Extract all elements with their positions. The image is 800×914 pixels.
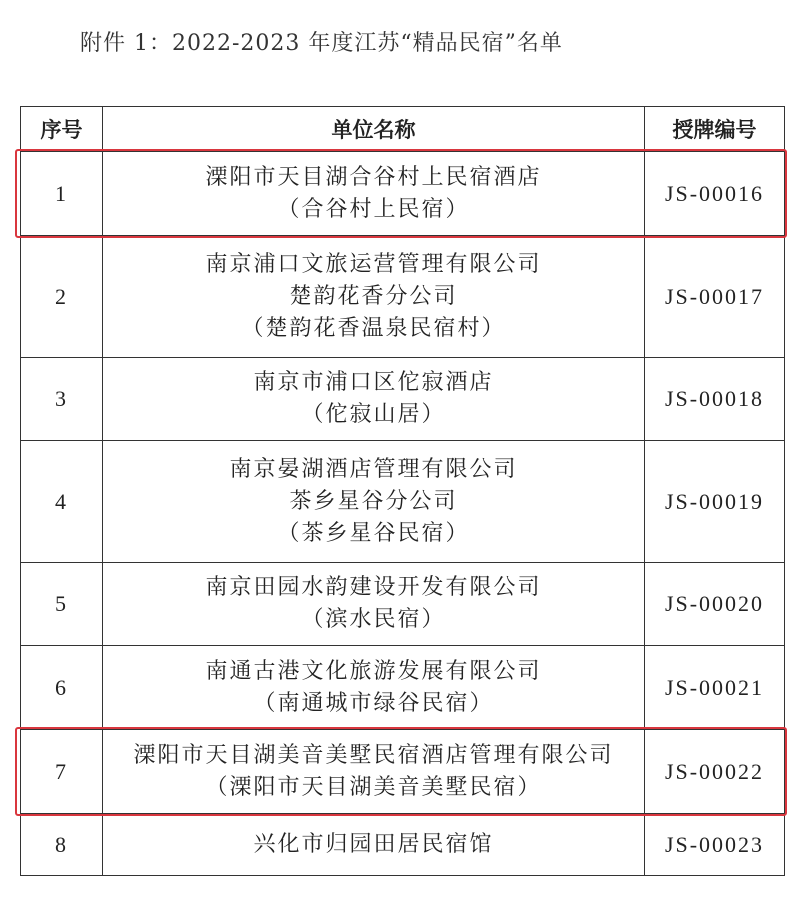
unit-name-line: 溧阳市天目湖美音美墅民宿酒店管理有限公司 <box>133 742 614 768</box>
row-unit-name <box>103 730 645 814</box>
header-unit-name: 单位名称 <box>103 107 645 152</box>
row-license-code: JS-00022 <box>645 730 785 814</box>
header-license-code: 授牌编号 <box>645 107 785 152</box>
row-license-code: JS-00023 <box>645 814 785 876</box>
header-serial-number: 序号 <box>21 107 103 152</box>
table-row <box>21 730 785 814</box>
row-unit-name <box>103 441 645 563</box>
row-serial-number: 6 <box>21 646 103 730</box>
row-serial-number: 5 <box>21 563 103 646</box>
unit-name-line: （佗寂山居） <box>301 402 446 427</box>
row-serial-number: 7 <box>21 730 103 814</box>
table-row <box>21 236 785 358</box>
row-unit-name <box>103 152 645 236</box>
unit-name-line: （楚韵花香温泉民宿村） <box>241 315 506 341</box>
row-license-code: JS-00019 <box>645 441 785 563</box>
unit-name-line: 南京浦口文旅运营管理有限公司 <box>205 251 542 277</box>
table-row <box>21 441 785 563</box>
table-row <box>21 358 785 441</box>
row-license-code: JS-00016 <box>645 152 785 236</box>
unit-name-line: 楚韵花香分公司 <box>289 283 458 309</box>
row-serial-number: 1 <box>21 152 103 236</box>
unit-name-line: （南通城市绿谷民宿） <box>253 690 494 716</box>
unit-name-line: 兴化市归园田居民宿馆 <box>253 831 494 857</box>
document-title: 附件 1：2022-2023 年度江苏“精品民宿”名单 <box>80 31 563 56</box>
row-unit-name <box>103 358 645 441</box>
unit-name-line: （合谷村上民宿） <box>277 196 470 222</box>
unit-name-line: 南京田园水韵建设开发有限公司 <box>205 575 542 600</box>
unit-name-line: （茶乡星谷民宿） <box>277 520 470 546</box>
row-license-code: JS-00017 <box>645 236 785 358</box>
unit-name-line: 南京市浦口区佗寂酒店 <box>253 370 494 395</box>
table-header-row <box>21 107 785 152</box>
homestay-list-table <box>20 106 785 876</box>
table-row <box>21 646 785 730</box>
row-license-code: JS-00021 <box>645 646 785 730</box>
row-unit-name <box>103 646 645 730</box>
row-license-code: JS-00020 <box>645 563 785 646</box>
unit-name-line: 南京晏湖酒店管理有限公司 <box>229 456 518 482</box>
row-serial-number: 8 <box>21 814 103 876</box>
unit-name-line: 茶乡星谷分公司 <box>289 488 458 514</box>
unit-name-line: 溧阳市天目湖合谷村上民宿酒店 <box>205 164 542 190</box>
row-unit-name <box>103 814 645 876</box>
row-serial-number: 4 <box>21 441 103 563</box>
row-unit-name <box>103 236 645 358</box>
unit-name-line: 南通古港文化旅游发展有限公司 <box>205 658 542 684</box>
unit-name-line: （滨水民宿） <box>301 607 446 632</box>
row-serial-number: 2 <box>21 236 103 358</box>
table-row <box>21 152 785 236</box>
table-row <box>21 814 785 876</box>
unit-name-line: （溧阳市天目湖美音美墅民宿） <box>205 774 542 800</box>
row-unit-name <box>103 563 645 646</box>
row-license-code: JS-00018 <box>645 358 785 441</box>
row-serial-number: 3 <box>21 358 103 441</box>
table-row <box>21 563 785 646</box>
